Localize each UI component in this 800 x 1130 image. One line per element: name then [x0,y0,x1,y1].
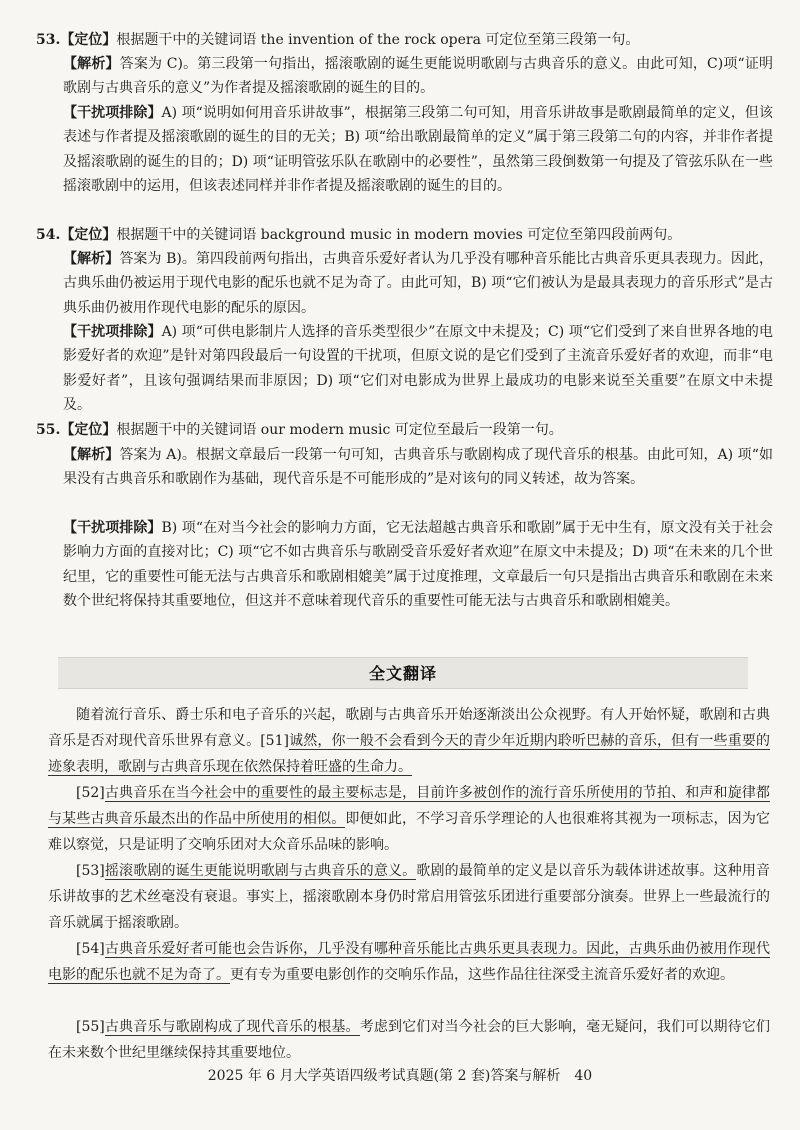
p3-marker: [53] [76,863,105,879]
q54-analysis-text: 答案为 B)。第四段前两句指出，古典音乐爱好者认为几乎没有哪种音乐能比古典音乐更具表现力。因此，古典乐曲仍被运用于现代电影的配乐也就不足为奇了。由此可知，B) 项“它们被认为是最具表现力的音乐形式”是古典乐曲仍被用作现代电影的配乐的原因。 [63,251,774,316]
q55-locate-text: 根据题干中的关键词语 our modern music 可定位至最后一段第一句。 [116,422,563,438]
p1-lead: 随着流行音乐、爵士乐和电子音乐的兴起，歌剧与古典音乐开始逐渐淡出公众视野。有人开始怀疑，歌剧和古典音乐是否对现代音乐世界有意义。 [48,707,770,749]
translation-p4 [48,936,770,988]
q55-distract [63,516,773,614]
p4-marker: [54] [76,941,105,957]
p4-rest: 更有专为重要电影创作的交响乐作品，这些作品往往深受主流音乐爱好者的欢迎。 [230,967,734,983]
q54-locate [36,223,771,247]
q53-distract-tag: 【干扰项排除】 [63,105,162,121]
q54-analysis-tag: 【解析】 [63,251,120,267]
p2-marker: [52] [76,785,105,801]
translation-p2 [48,780,770,858]
q54-distract-tag: 【干扰项排除】 [63,324,162,340]
q53-distract [63,101,773,199]
q53-number: 53. [36,32,61,48]
p5-rest: 考虑到它们对当今社会的巨大影响，毫无疑问，我们可以期待它们在未来数个世纪里继续保持其重要地位。 [48,1019,771,1061]
q54-number: 54. [36,227,61,243]
p5-marker: [55] [76,1019,105,1035]
q55-locate [36,418,771,442]
q53-analysis-tag: 【解析】 [63,56,120,72]
page-footer [0,1065,800,1085]
translation-p5 [48,1014,770,1066]
q54-locate-text: 根据题干中的关键词语 background music in modern movies 可定位至第四段前两句。 [116,227,682,243]
q53-analysis [63,52,773,101]
q55-number: 55. [36,422,61,438]
q53-locate-tag: 【定位】 [60,32,117,48]
p4-underlined: 古典音乐爱好者可能也会告诉你，几乎没有哪种音乐能比古典乐更具表现力。因此，古典乐曲仍被用作现代电影的配乐也就不足为奇了。 [48,941,770,983]
q54-distract [63,320,773,418]
p1-marker: [51] [260,733,289,749]
q55-analysis-tag: 【解析】 [63,447,120,463]
p3-underlined: 摇滚歌剧的诞生更能说明歌剧与古典音乐的意义。 [104,863,417,879]
section-title: 全文翻译 [368,664,437,683]
page-number: 40 [574,1068,593,1084]
translation-p3 [48,858,770,936]
q53-distract-text: A) 项“说明如何用音乐讲故事”，根据第三段第二句可知，用音乐讲故事是歌剧最简单的定义，但该表述与作者提及摇滚歌剧的诞生的目的无关；B) 项“给出歌剧最简单的定义”属于第三段第二句的内容，并非作者提及摇滚歌剧的诞生的目的；D) 项“证明管弦乐队在歌剧中的必要性”，虽然第三段倒数第一句提及了管弦乐队在一些摇滚歌剧中的运用，但该表述同样并非作者提及摇滚歌剧的诞生的目的。 [63,105,773,195]
footer-title: 2025 年 6 月大学英语四级考试真题(第 2 套)答案与解析 [207,1068,561,1084]
p2-rest: 即便如此，不学习音乐学理论的人也很难将其视为一项标志，因为它难以察觉，只是证明了交响乐团对大众音乐品味的影响。 [48,811,770,853]
p3-rest: 歌剧的最简单的定义是以音乐为载体讲述故事。这种用音乐讲故事的艺术丝毫没有衰退。事实上，摇滚歌剧本身仍时常启用管弦乐团进行重要部分演奏。世界上一些最流行的音乐就属于摇滚歌剧。 [48,863,770,931]
q53-analysis-text: 答案为 C)。第三段第一句指出，摇滚歌剧的诞生更能说明歌剧与古典音乐的意义。由此可知，C)项“证明歌剧与古典音乐的意义”为作者提及摇滚歌剧的诞生的目的。 [63,56,774,97]
p2-underlined: 古典音乐在当今社会中的重要性的最主要标志是，目前许多被创作的流行音乐所使用的节拍、和声和旋律都与某些古典音乐最杰出的作品中所使用的相似。 [48,785,770,827]
q55-distract-text: B) 项“在对当今社会的影响力方面，它无法超越古典音乐和歌剧”属于无中生有，原文没有关于社会影响力方面的直接对比；C) 项“它不如古典音乐与歌剧受音乐爱好者欢迎”在原文中未提及；D) 项“在未来的几个世纪里，它的重要性可能无法与古典音乐和歌剧相媲美”属于过度推理，文章最后一句只是指出古典音乐和歌剧在未来数个世纪将保持其重要地位，但这并不意味着现代音乐的重要性可能无法与古典音乐和歌剧相媲美。 [63,520,774,610]
q55-distract-tag: 【干扰项排除】 [63,520,162,536]
translation-p1 [48,702,770,780]
q55-analysis [63,443,773,492]
q53-locate-text: 根据题干中的关键词语 the invention of the rock opera 可定位至第三段第一句。 [116,32,640,48]
section-banner [58,657,748,689]
q55-analysis-text: 答案为 A)。根据文章最后一段第一句可知，古典音乐与歌剧构成了现代音乐的根基。由此可知，A) 项“如果没有古典音乐和歌剧作为基础，现代音乐是不可能形成的”是对该句的同义转述，故为答案。 [63,447,774,488]
q54-analysis [63,247,773,320]
q53-locate [36,28,771,52]
p1-underlined: 诚然，你一般不会看到今天的青少年近期内聆听巴赫的音乐，但有一些重要的迹象表明，歌剧与古典音乐现在依然保持着旺盛的生命力。 [48,733,770,775]
p5-underlined: 古典音乐与歌剧构成了现代音乐的根基。 [104,1019,360,1035]
q54-locate-tag: 【定位】 [60,227,117,243]
q54-distract-text: A) 项“可供电影制片人选择的音乐类型很少”在原文中未提及；C) 项“它们受到了来自世界各地的电影爱好者的欢迎”是针对第四段最后一句设置的干扰项，但原文说的是它们受到了主流音乐爱好者的欢迎，而非“电影爱好者”，且该句强调结果而非原因；D) 项“它们对电影成为世界上最成功的电影来说至关重要”在原文中未提及。 [63,324,773,414]
q55-locate-tag: 【定位】 [60,422,117,438]
